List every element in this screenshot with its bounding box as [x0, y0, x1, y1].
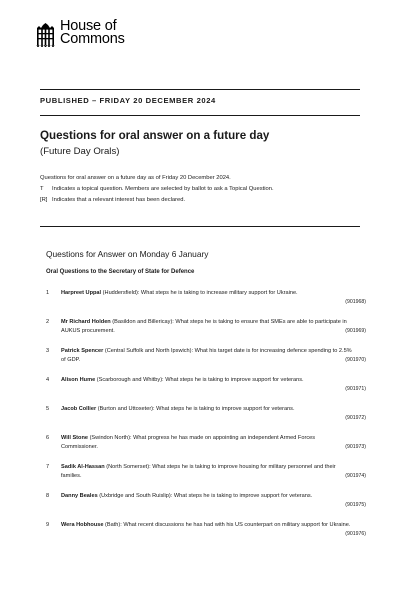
question-item — [46, 492, 366, 521]
question-text-block — [61, 347, 353, 364]
question-text-block — [61, 463, 353, 480]
question-item — [46, 521, 366, 550]
divider-under-published — [40, 115, 360, 116]
question-member: Patrick Spencer — [61, 348, 104, 354]
question-ref: (901971) — [345, 386, 366, 392]
question-text-block — [61, 405, 353, 414]
question-constituency: (Basildon and Billericay): — [112, 319, 174, 325]
question-text: What steps he is taking to improve support for veterans. — [173, 493, 313, 499]
question-member: Jacob Collier — [61, 406, 97, 412]
question-number: 7 — [46, 464, 50, 470]
legend-text: Indicates that a relevant interest has been declared. — [52, 197, 186, 203]
question-number: 1 — [46, 290, 50, 296]
intro-block — [40, 173, 274, 206]
question-text-block — [61, 376, 353, 385]
logo-line-2: Commons — [60, 31, 125, 47]
question-ref: (901974) — [345, 473, 366, 479]
question-ref: (901976) — [345, 531, 366, 537]
question-member: Sadik Al-Hassan — [61, 464, 105, 470]
question-item — [46, 376, 366, 405]
question-item — [46, 463, 366, 492]
question-member: Harpreet Uppal — [61, 290, 102, 296]
intro-text: Questions for oral answer on a future day as of Friday 20 December 2024. — [40, 175, 231, 181]
question-text: What steps he is taking to increase military support for Ukraine. — [140, 290, 298, 296]
question-item — [46, 434, 366, 463]
question-constituency: (North Somerset): — [106, 464, 151, 470]
divider-top — [40, 89, 360, 90]
question-ref: (901969) — [345, 328, 366, 334]
legend-row-interest — [40, 195, 274, 206]
question-text-block — [61, 521, 353, 530]
question-number: 9 — [46, 522, 50, 528]
question-text-block — [61, 492, 353, 501]
question-ref: (901968) — [345, 299, 366, 305]
question-number: 3 — [46, 348, 50, 354]
legend-row-topical — [40, 184, 274, 195]
question-number: 2 — [46, 319, 50, 325]
divider-section — [40, 226, 360, 227]
question-ref: (901972) — [345, 415, 366, 421]
question-ref: (901970) — [345, 357, 366, 363]
question-text: What his target date is for increasing defence spending to 2.5% of GDP. — [61, 348, 352, 363]
published-date: PUBLISHED – FRIDAY 20 DECEMBER 2024 — [40, 96, 216, 105]
legend-key: [R] — [40, 197, 48, 203]
question-number: 4 — [46, 377, 50, 383]
question-member: Danny Beales — [61, 493, 98, 499]
legend-key: T — [40, 186, 44, 192]
questions-list — [46, 289, 366, 550]
question-constituency: (Scarborough and Whitby): — [96, 377, 164, 383]
logo-line-1: House of — [60, 18, 117, 34]
question-text: What steps he is taking to improve housing for military personnel and their families. — [61, 464, 336, 479]
question-ref: (901975) — [345, 502, 366, 508]
question-constituency: (Swindon North): — [89, 435, 132, 441]
question-text-block — [61, 289, 353, 298]
subsection-heading: Oral Questions to the Secretary of State for Defence — [46, 269, 195, 275]
question-constituency: (Burton and Uttoxeter): — [97, 406, 155, 412]
question-ref: (901973) — [345, 444, 366, 450]
question-member: Mr Richard Holden — [61, 319, 111, 325]
question-text: What progress he has made on appointing an independent Armed Forces Commissioner. — [61, 435, 316, 450]
question-number: 8 — [46, 493, 50, 499]
legend-text: Indicates a topical question. Members are selected by ballot to ask a Topical Question. — [52, 186, 274, 192]
question-member: Will Stone — [61, 435, 88, 441]
question-text: What steps he is taking to ensure that SMEs are able to participate in AUKUS procurement. — [61, 319, 347, 334]
question-item — [46, 347, 366, 376]
question-text-block — [61, 318, 353, 335]
question-text-block — [61, 434, 353, 451]
question-text: What recent discussions he has had with his US counterpart on military support for Ukraine. — [123, 522, 351, 528]
question-text: What steps he is taking to improve support for veterans. — [156, 406, 295, 412]
page-subtitle: (Future Day Orals) — [40, 146, 120, 157]
question-item — [46, 318, 366, 347]
question-item — [46, 405, 366, 434]
question-number: 6 — [46, 435, 50, 441]
question-text: What steps he is taking to improve support for veterans. — [165, 377, 304, 383]
question-constituency: (Huddersfield): — [102, 290, 140, 296]
question-number: 5 — [46, 406, 50, 412]
question-member: Alison Hume — [61, 377, 96, 383]
logo-text — [60, 20, 125, 46]
question-constituency: (Bath): — [105, 522, 122, 528]
question-member: Wera Hobhouse — [61, 522, 104, 528]
house-of-commons-logo — [36, 20, 125, 47]
page-title: Questions for oral answer on a future day — [40, 129, 270, 142]
question-item — [46, 289, 366, 318]
portcullis-icon — [36, 22, 55, 47]
question-constituency: (Uxbridge and South Ruislip): — [99, 493, 173, 499]
section-heading: Questions for Answer on Monday 6 January — [46, 249, 209, 259]
question-constituency: (Central Suffolk and North Ipswich): — [104, 348, 194, 354]
